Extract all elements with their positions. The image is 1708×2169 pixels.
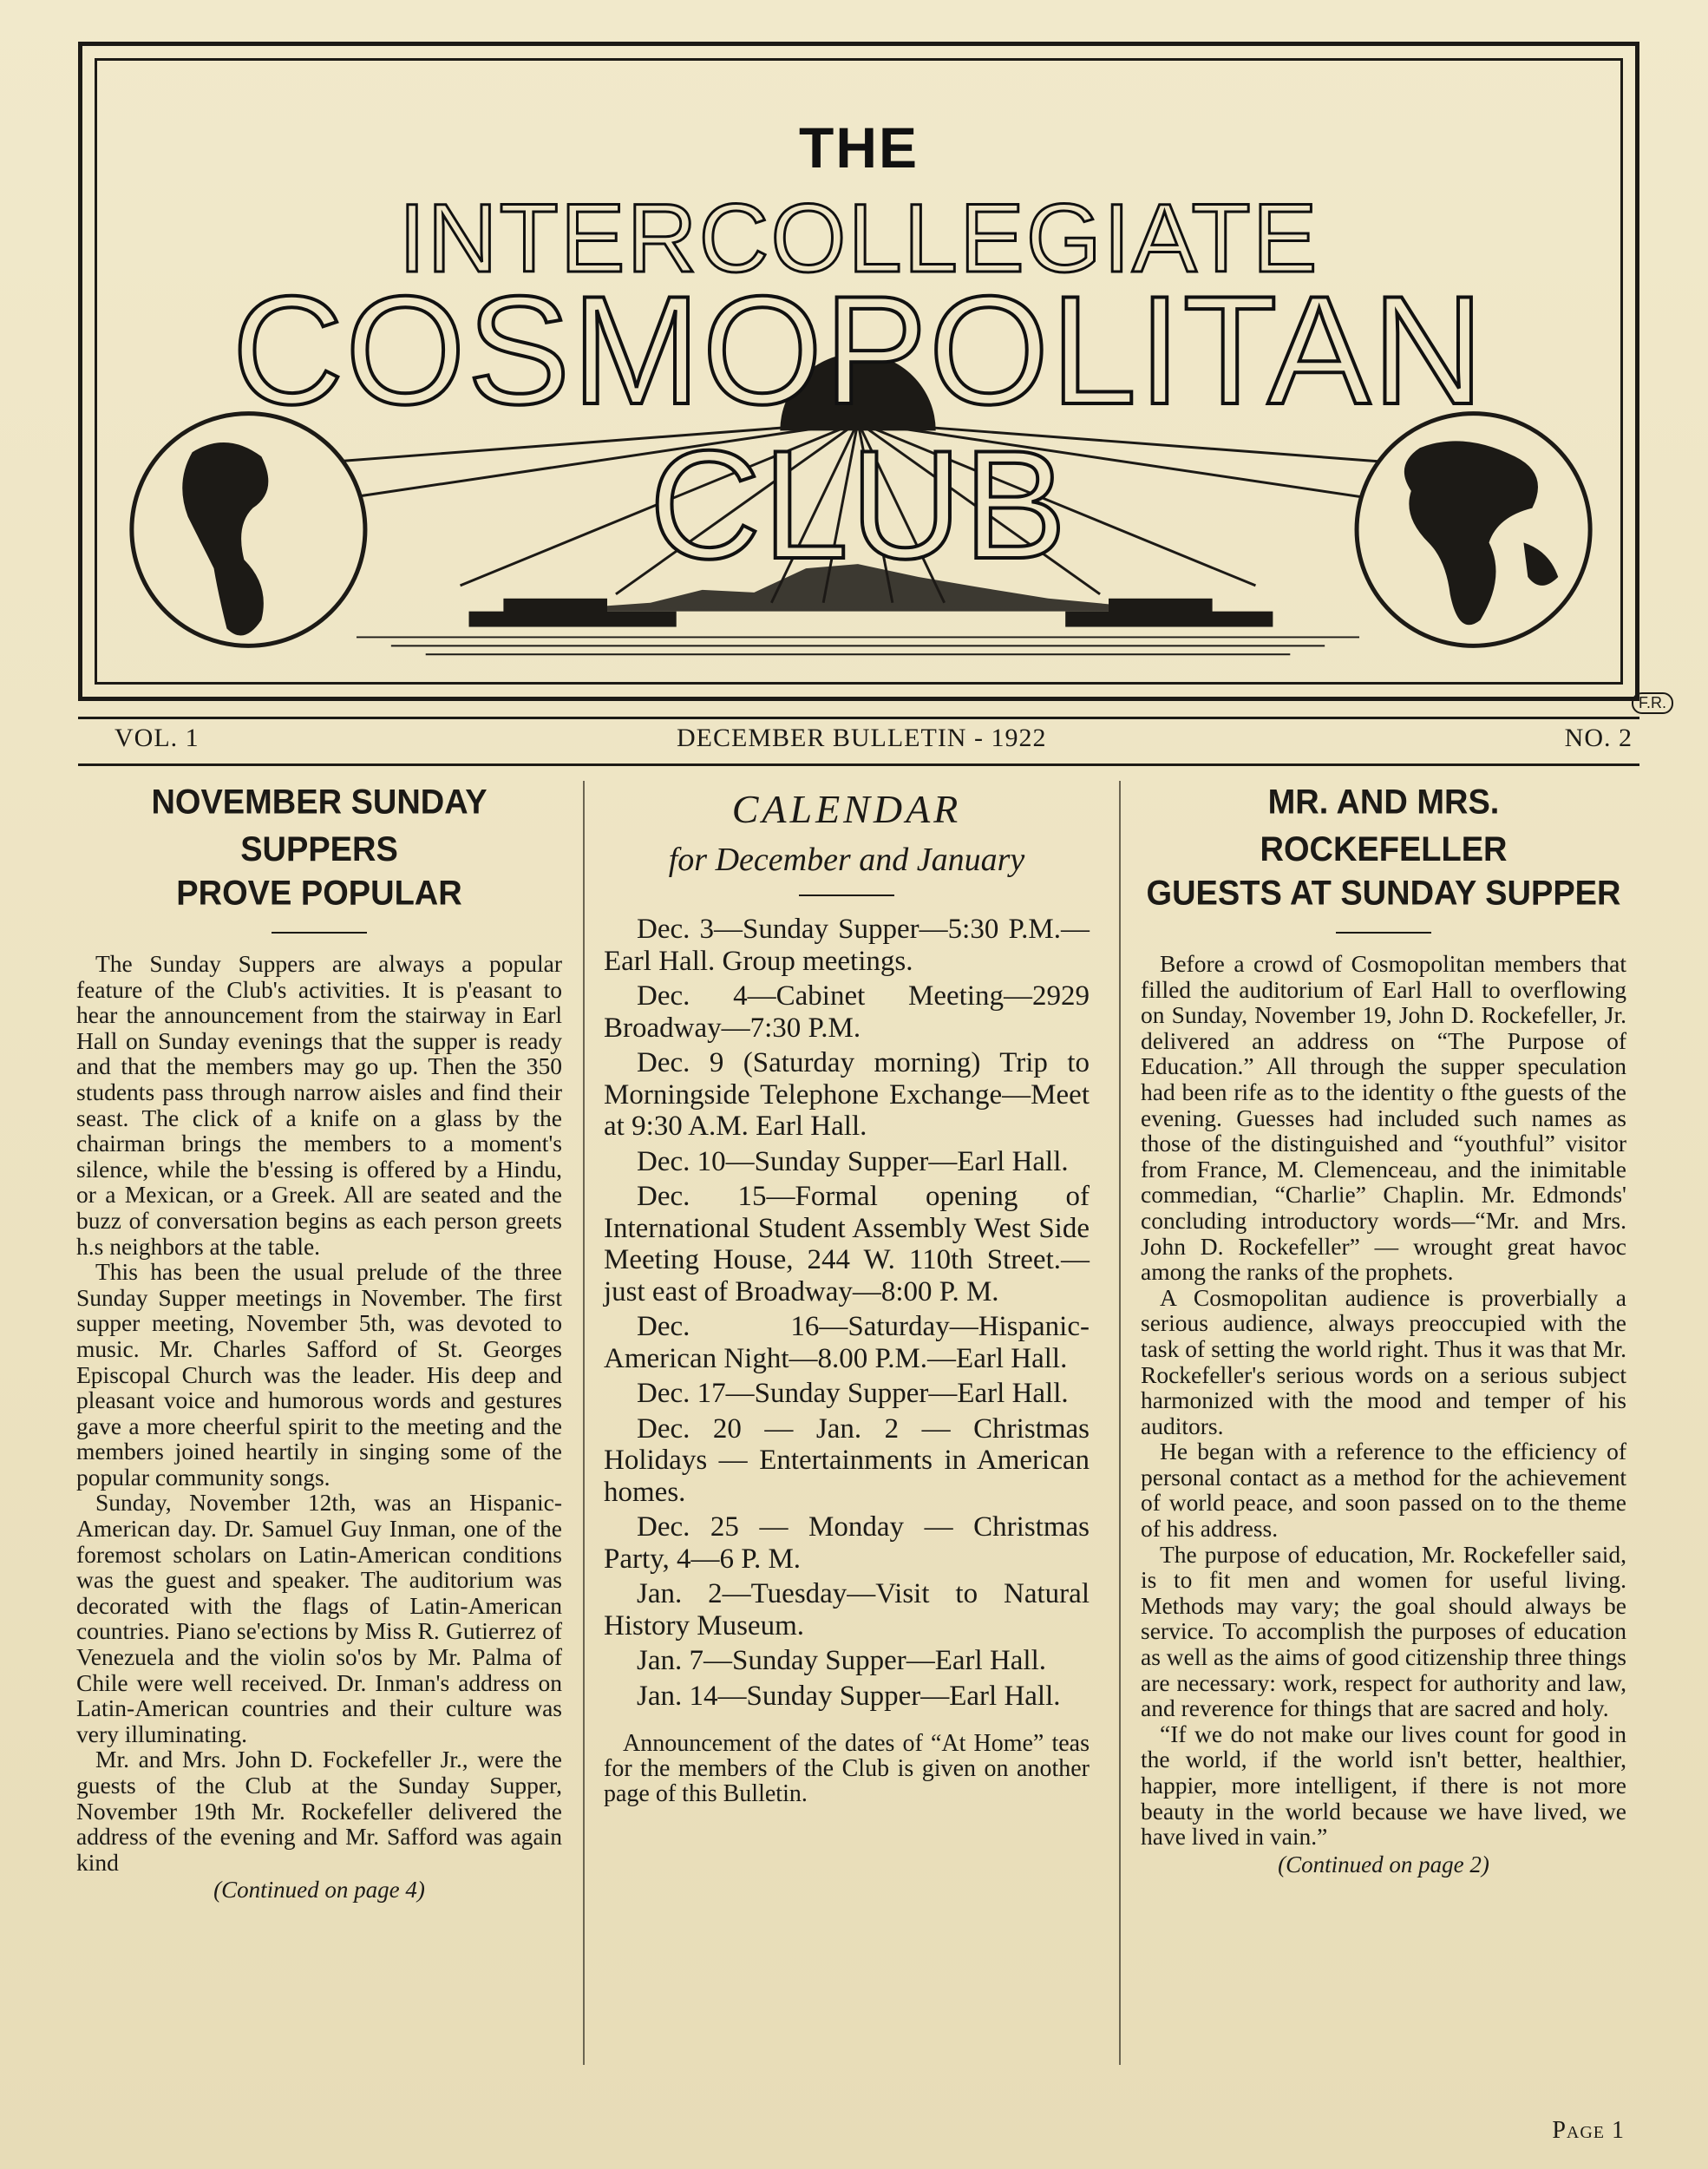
paragraph: This has been the usual prelude of the three Sunday Supper meetings in November. The first supper meeting, November 5th, was devoted to music. Mr. Charles Safford of St. Georges Episcopal Church was the leader. His deep and pleasant voice and humorous words and gestures gave a more cheerful spirit to the meeting and the members joined heartily in singing some of the popular community songs. (76, 1258, 562, 1491)
paragraph: Sunday, November 12th, was an Hispanic-American day. Dr. Samuel Guy Inman, one of the foremost scholars on Latin-American conditions was the guest and speaker. The auditorium was decorated with the flags of Latin-American countries. Piano se'ections by Miss R. Gutierrez of Venezuela and the violin so'os by Mr. Palma of Chile were well received. Dr. Inman's address on Latin-American countries and their culture was very illuminating. (76, 1489, 562, 1747)
paragraph: A Cosmopolitan audience is proverbially a serious audience, always preoccupied with the task of setting the world right. Thus it was that Mr. Rockefeller's serious words on a serious subject harmonized with the mood and temper of his auditors. (1141, 1283, 1626, 1439)
calendar-subtitle: for December and January (668, 842, 1025, 878)
calendar-rule (799, 894, 894, 896)
issue-number: NO. 2 (1564, 724, 1633, 752)
masthead-frame (95, 58, 1623, 685)
issue-rule-bottom (78, 763, 1639, 766)
masthead-intercollegiate: INTERCOLLEGIATE (398, 184, 1319, 292)
calendar-entry: Dec. 25 — Monday — Christmas Party, 4—6 P. M. (604, 1511, 1090, 1575)
continued-note: (Continued on page 4) (213, 1877, 425, 1904)
masthead-the: THE (799, 115, 919, 180)
calendar-entry: Dec. 16—Saturday—Hispanic-American Night—8.00 P.M.—Earl Hall. (604, 1311, 1090, 1374)
left-headline-line-2: PROVE POPULAR (176, 874, 462, 914)
right-article-body (1141, 951, 1626, 1850)
continued-note: (Continued on page 2) (1278, 1851, 1489, 1877)
left-headline-line-1: NOVEMBER SUNDAY SUPPERS (151, 783, 488, 869)
calendar-entry: Dec. 9 (Saturday morning) Trip to Morningside Telephone Exchange—Meet at 9:30 A.M. Earl Hall. (604, 1047, 1090, 1142)
calendar-list (604, 914, 1090, 1712)
paragraph: Mr. and Mrs. John D. Fockefeller Jr., were the guests of the Club at the Sunday Supper, November 19th Mr. Rockefeller delivered the address of the evening and Mr. Safford was again kind (76, 1746, 562, 1876)
headline-rule (1336, 932, 1431, 934)
right-article (1141, 781, 1626, 2082)
calendar-column (604, 781, 1090, 2082)
calendar-entry: Dec. 3—Sunday Supper—5:30 P.M.—Earl Hall. Group meetings. (604, 914, 1090, 977)
column-divider (583, 781, 585, 2065)
calendar-entry: Jan. 14—Sunday Supper—Earl Hall. (637, 1680, 1061, 1712)
bulletin-label: DECEMBER BULLETIN - 1922 (677, 724, 1047, 752)
calendar-entry: Jan. 2—Tuesday—Visit to Natural History Museum. (604, 1578, 1090, 1641)
paragraph: Before a crowd of Cosmopolitan members that filled the auditorium of Earl Hall to overflowing on Sunday, November 19, John D. Rockefeller, Jr. delivered an address on “The Purpose of Education.” All through the supper speculation had been rife as to the identity o fthe guests of the evening. Guesses had included such names as those of the distinguished and “youthful” visitor from France, M. Clemenceau, and the inimitable commedian, “Charlie” Chaplin. Mr. Edmonds' concluding introductory words—“Mr. and Mrs. John D. Rockefeller” — wrought great havoc among the ranks of the prophets. (1141, 950, 1626, 1286)
calendar-entry: Dec. 15—Formal opening of International Student Assembly West Side Meeting House, 244 W. 110th Street.—just east of Broadway—8:00 P. M. (604, 1181, 1090, 1307)
paragraph: The Sunday Suppers are always a popular feature of the Club's activities. It is p'easant to hear the announcement from the stairway in Earl Hall on Sunday evenings that the supper is ready and that the members may go up. Then the 350 students pass through narrow aisles and find their seast. The click of a knife on a glass by the chairman brings the members to a moment's silence, while the b'essing is offered by a Hindu, or a Mexican, or a Greek. All are seated and the buzz of conversation begins as each person greets h.s neighbors at the table. (76, 950, 562, 1260)
calendar-title: CALENDAR (731, 787, 962, 831)
calendar-entry: Jan. 7—Sunday Supper—Earl Hall. (637, 1645, 1047, 1676)
page-number: Page 1 (1552, 2117, 1625, 2144)
left-article-body (76, 951, 562, 1875)
artist-mark: F.R. (1632, 692, 1673, 714)
paragraph: He began with a reference to the efficiency of personal contact as a method for the achievement of world peace, and soon passed on to the theme of his address. (1141, 1438, 1626, 1543)
paragraph: The purpose of education, Mr. Rockefeller said, is to fit men and women for useful living. Methods may vary; the goal should always be service. To accomplish the purposes of education as well as the aims of good citizenship three things are necessary: work, respect for authority and law, and reverence for things that are sacred and holy. (1141, 1540, 1626, 1722)
masthead (78, 42, 1639, 701)
headline-rule (272, 932, 367, 934)
left-article (76, 781, 562, 2082)
calendar-note: Announcement of the dates of “At Home” teas for the members of the Club is given on another page of this Bulletin. (604, 1730, 1090, 1807)
issue-line (78, 718, 1639, 762)
masthead-club-name: COSMOPOLITAN CLUB (232, 264, 1486, 591)
paragraph: “If we do not make our lives count for good in the world, if the world isn't better, healthier, happier, more intelligent, if there is not more beauty in the world because we have lived, we have lived in vain.” (1141, 1720, 1626, 1851)
right-headline-line-1: MR. AND MRS. ROCKEFELLER (1260, 783, 1508, 869)
calendar-entry: Dec. 17—Sunday Supper—Earl Hall. (637, 1378, 1069, 1409)
volume-label: VOL. 1 (115, 724, 200, 752)
calendar-entry: Dec. 10—Sunday Supper—Earl Hall. (637, 1145, 1069, 1177)
calendar-entry: Dec. 4—Cabinet Meeting—2929 Broadway—7:30 P.M. (604, 980, 1090, 1044)
calendar-entry: Dec. 20 — Jan. 2 — Christmas Holidays — Entertainments in American homes. (604, 1412, 1090, 1508)
right-headline-line-2: GUESTS AT SUNDAY SUPPER (1146, 874, 1621, 914)
column-divider (1119, 781, 1121, 2065)
